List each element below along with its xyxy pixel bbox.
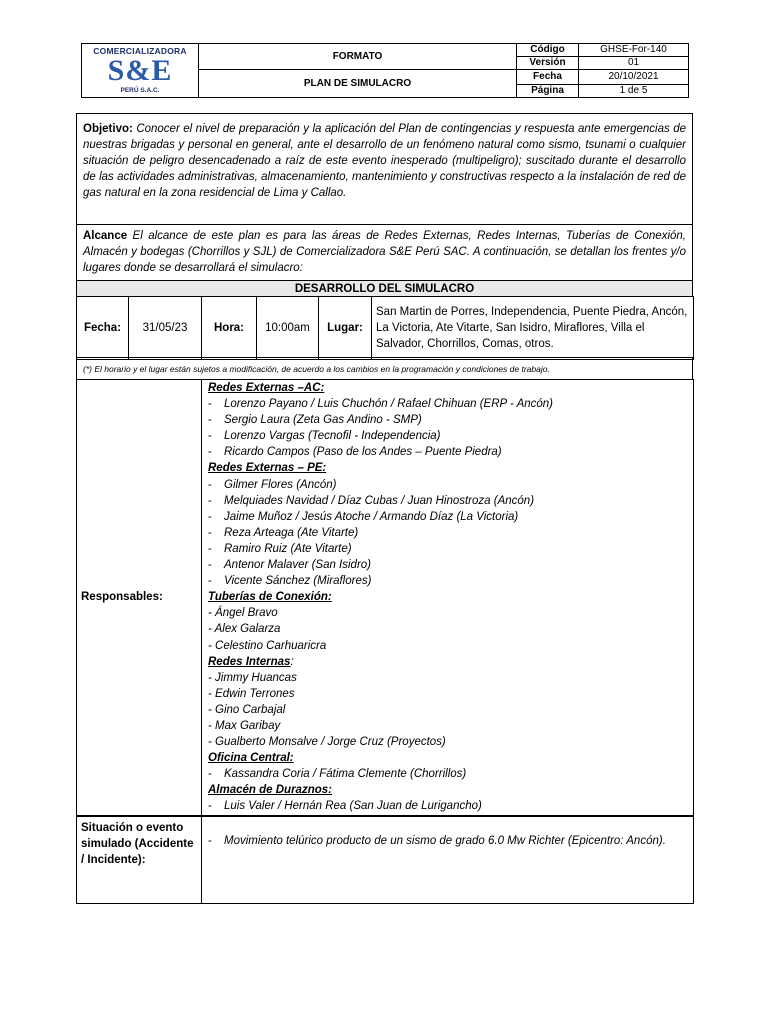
responsables-list [202,380,694,816]
situacion-value-cell: - Movimiento telúrico producto de un sismo de grado 6.0 Mw Richter (Epicentro: Ancón). [202,817,694,904]
responsable-item: - Lorenzo Vargas (Tecnofil - Independencia) [208,430,441,443]
responsables-group-heading [208,380,691,396]
objetivo-label: Objetivo: [83,123,133,135]
responsable-item: - Ángel Bravo [208,607,278,620]
hora-value: 10:00am [257,297,319,360]
responsable-item-text: Ricardo Campos (Paso de los Andes – Puente Piedra) [224,446,502,459]
responsables-table [76,379,694,816]
responsable-item: - Gino Carbajal [208,703,286,716]
group-heading-suffix: : [290,655,294,668]
responsable-item: - Max Garibay [208,719,281,732]
responsable-item-text: Antenor Malaver (San Isidro) [224,559,372,572]
fecha-value: 31/05/23 [129,297,202,360]
group-heading-text: Oficina Central: [208,752,294,765]
responsable-item: - Lorenzo Payano / Luis Chuchón / Rafael Chihuan (ERP - Ancón) [208,398,554,411]
alcance-section [76,224,693,281]
responsable-item-text: Melquiades Navidad / Díaz Cubas / Juan Hinostroza (Ancón) [224,494,535,507]
plan-title: PLAN DE SIMULACRO [199,70,517,98]
fecha-header-value: 20/10/2021 [579,70,689,85]
hora-label: Hora: [202,297,257,360]
desarrollo-title: DESARROLLO DEL SIMULACRO [76,280,693,297]
responsable-item-text: Sergio Laura (Zeta Gas Andino - SMP) [224,414,422,427]
responsables-group-heading [208,589,691,605]
document-header [81,43,689,98]
fecha-hora-lugar-row [76,296,694,360]
group-heading-text: Almacén de Duraznos: [208,784,332,797]
fecha-label: Fecha: [77,297,129,360]
responsable-item: - Reza Arteaga (Ate Vitarte) [208,526,359,539]
lugar-value: San Martin de Porres, Independencia, Puente Piedra, Ancón, La Victoria, Ate Vitarte, San Isidro, Miraflores, Villa el Salvador, Chorrillos, Comas, otros. [372,297,694,360]
responsable-item-text: Vicente Sánchez (Miraflores) [224,575,372,588]
pagina-value: 1 de 5 [579,85,689,98]
responsable-item: - Alex Galarza [208,623,281,636]
responsable-item-text: Kassandra Coria / Fátima Clemente (Chorrillos) [224,768,467,781]
responsable-item-text: Jaime Muñoz / Jesús Atoche / Armando Díaz (La Victoria) [224,510,519,523]
alcance-label: Alcance [83,230,128,242]
responsable-item: - Gualberto Monsalve / Jorge Cruz (Proyectos) [208,736,446,749]
responsable-item: - Jaime Muñoz / Jesús Atoche / Armando Díaz (La Victoria) [208,510,519,523]
responsable-item: - Jimmy Huancas [208,671,297,684]
lugar-label: Lugar: [319,297,372,360]
schedule-note: (*) El horario y el lugar están sujetos a modificación, de acuerdo a los cambios en la programación y condiciones de trabajo. [76,357,693,380]
version-value: 01 [579,57,689,70]
responsable-item: - Ramiro Ruiz (Ate Vitarte) [208,542,352,555]
group-heading-text: Redes Externas – PE: [208,462,327,475]
codigo-value: GHSE-For-140 [579,44,689,57]
responsables-group-heading [208,654,691,670]
objetivo-text: Conocer el nivel de preparación y la aplicación del Plan de contingencias y respuesta ante emergencias de nuestras brigadas y personal en general, ante el desarrollo de un fenómeno natural como sismo, tsunami o cualquier situación de peligro desencadenado a raíz de este evento inesperado (multipeligro); suscitado durante el desarrollo de las actividades administrativas, almacenamiento, mantenimiento y constructivas respecto a la instalación de red de gas natural en la zona residencial de Lima y Callao. [83,123,686,199]
responsables-group-heading [208,782,691,798]
responsable-item: - Ricardo Campos (Paso de los Andes – Puente Piedra) [208,446,502,459]
responsable-item-text: Lorenzo Payano / Luis Chuchón / Rafael Chihuan (ERP - Ancón) [224,398,554,411]
logo-bottom-text: PERÚ S.A.C. [120,86,160,94]
responsable-item: - Gilmer Flores (Ancón) [208,478,337,491]
pagina-label: Página [517,85,579,98]
responsable-item: - Vicente Sánchez (Miraflores) [208,575,372,588]
group-heading-text: Tuberías de Conexión: [208,591,332,604]
responsable-item-text: Lorenzo Vargas (Tecnofil - Independencia) [224,430,441,443]
responsables-label: Responsables: [77,380,202,816]
group-heading-text: Redes Internas [208,655,291,668]
responsable-item: - Luis Valer / Hernán Rea (San Juan de Lurigancho) [208,800,482,813]
responsable-item: - Antenor Malaver (San Isidro) [208,559,372,572]
responsable-item-text: Gilmer Flores (Ancón) [224,478,337,491]
responsable-item: - Kassandra Coria / Fátima Clemente (Chorrillos) [208,768,467,781]
fecha-header-label: Fecha [517,70,579,85]
responsable-item: - Melquiades Navidad / Díaz Cubas / Juan Hinostroza (Ancón) [208,494,535,507]
version-label: Versión [517,57,579,70]
responsable-item: - Celestino Carhuaricra [208,639,327,652]
responsable-item-text: Luis Valer / Hernán Rea (San Juan de Lurigancho) [224,800,482,813]
objetivo-section [76,113,693,225]
responsable-item: - Edwin Terrones [208,687,295,700]
alcance-text: El alcance de este plan es para las áreas de Redes Externas, Redes Internas, Tuberías de Conexión, Almacén y bodegas (Chorrillos y SJL) de Comercializadora S&E Perú SAC. A continuación, se detallan los frentes y/o lugares donde se desarrollará el simulacro: [83,230,686,274]
situacion-table [76,816,694,904]
responsable-item-text: Reza Arteaga (Ate Vitarte) [224,526,359,539]
company-logo [82,44,199,98]
formato-label: FORMATO [199,44,517,70]
group-heading-text: Redes Externas –AC: [208,382,325,394]
codigo-label: Código [517,44,579,57]
logo-top-text: COMERCIALIZADORA [93,45,187,56]
logo-mark: S&E [107,53,173,87]
situacion-label: Situación o evento simulado (Accidente / Incidente): [77,817,202,904]
responsable-item: - Sergio Laura (Zeta Gas Andino - SMP) [208,414,422,427]
responsables-group-heading [208,460,691,476]
responsable-item-text: Ramiro Ruiz (Ate Vitarte) [224,542,352,555]
responsables-group-heading [208,750,691,766]
situacion-text: Movimiento telúrico producto de un sismo de grado 6.0 Mw Richter (Epicentro: Ancón). [224,835,666,847]
